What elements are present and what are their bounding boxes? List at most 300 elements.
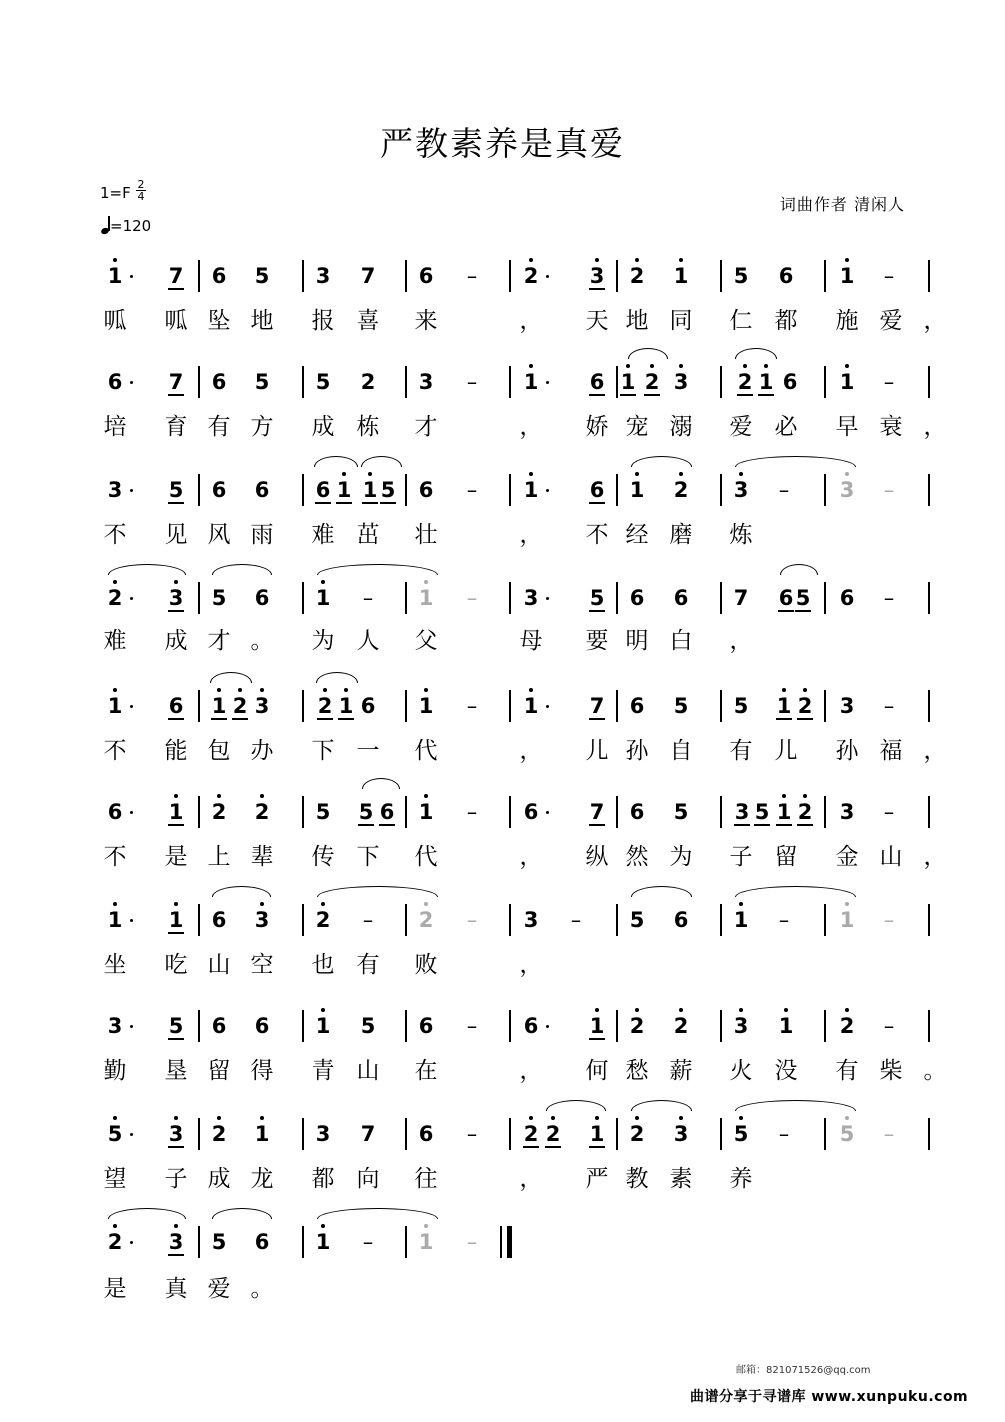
- lyric-char: 明: [625, 628, 649, 654]
- note: 6: [629, 694, 645, 718]
- tie-slur: [546, 1100, 606, 1111]
- note: 5: [315, 370, 331, 394]
- lyric-char: 教: [625, 1166, 649, 1192]
- lyric-char: 养: [729, 1166, 753, 1192]
- barline: [405, 366, 407, 398]
- note: 5: [103, 1122, 127, 1146]
- note: 1: [669, 264, 693, 288]
- barline: [720, 582, 722, 614]
- sustain-dash: –: [466, 800, 478, 824]
- tie-slur: [780, 564, 818, 575]
- lyric-char: 自: [669, 738, 693, 764]
- note: 5: [729, 1122, 753, 1146]
- lyric-char: 雨: [250, 522, 274, 548]
- lyric-char: 磨: [669, 522, 693, 548]
- barline: [928, 796, 930, 828]
- sustain-dash: –: [883, 908, 895, 932]
- barline: [616, 904, 618, 936]
- note: 6: [211, 908, 227, 932]
- lyric-char: 。: [250, 628, 274, 654]
- tie-slur: [735, 1100, 856, 1111]
- note: 6: [254, 1014, 270, 1038]
- lyrics-line: [0, 1160, 1005, 1190]
- note: 2: [541, 1122, 565, 1146]
- lyric-char: 纵: [585, 844, 609, 870]
- note: 1: [754, 370, 778, 394]
- tie-slur: [317, 564, 438, 575]
- note: 7: [733, 586, 749, 610]
- sustain-dash: –: [362, 586, 374, 610]
- lyric-char: 儿: [585, 738, 609, 764]
- note: 1: [207, 694, 231, 718]
- barline: [405, 904, 407, 936]
- octave-dot: [260, 1116, 264, 1120]
- barline: [720, 1010, 722, 1042]
- barline: [509, 260, 511, 292]
- octave-dot: [635, 1008, 639, 1012]
- octave-dot: [635, 472, 639, 476]
- note: 3: [164, 586, 188, 610]
- sustain-dash: –: [570, 908, 582, 932]
- lyric-char: 向: [356, 1166, 380, 1192]
- eighth-underline: [797, 718, 813, 720]
- note: 7: [168, 264, 184, 288]
- note: 2: [103, 586, 127, 610]
- lyric-char: 包: [207, 738, 231, 764]
- lyric-char: 母: [519, 628, 543, 654]
- octave-dot: [595, 1116, 599, 1120]
- barline: [509, 474, 511, 506]
- lyric-char: 都: [311, 1166, 335, 1192]
- note: 3: [669, 370, 693, 394]
- barline: [302, 796, 304, 828]
- sustain-dash: –: [466, 478, 478, 502]
- note: 3: [669, 1122, 693, 1146]
- quarter-note-icon: [101, 216, 110, 234]
- octave-dot: [679, 258, 683, 262]
- note: 3: [315, 1122, 331, 1146]
- lyric-char: 青: [311, 1058, 335, 1084]
- lyrics-line: [0, 516, 1005, 546]
- note: 1: [358, 478, 382, 502]
- tie-slur: [735, 456, 856, 467]
- augmentation-dot: [546, 597, 549, 600]
- note: 5: [733, 264, 749, 288]
- octave-dot: [321, 1008, 325, 1012]
- barline: [616, 796, 618, 828]
- octave-dot: [845, 364, 849, 368]
- lyric-char: 往: [414, 1166, 438, 1192]
- octave-dot: [764, 364, 768, 368]
- octave-dot: [650, 364, 654, 368]
- note: 5: [211, 1230, 227, 1254]
- augmentation-dot: [130, 489, 133, 492]
- note: 1: [164, 908, 188, 932]
- lyric-char: 风: [207, 522, 231, 548]
- octave-dot: [321, 580, 325, 584]
- barline: [405, 260, 407, 292]
- lyric-char: 有: [729, 738, 753, 764]
- octave-dot: [782, 688, 786, 692]
- tie-slur: [362, 778, 400, 789]
- barline: [616, 1010, 618, 1042]
- barline: [509, 582, 511, 614]
- note: 1: [311, 1014, 335, 1038]
- octave-dot: [174, 1224, 178, 1228]
- note: 7: [589, 800, 605, 824]
- barline: [509, 1010, 511, 1042]
- note: 3: [835, 478, 859, 502]
- lyric-char: 留: [774, 844, 798, 870]
- lyric-char: 炼: [729, 522, 753, 548]
- footer-site: 曲谱分享于寻谱库 www.xunpuku.com: [690, 1389, 969, 1405]
- lyric-char: 。: [923, 1058, 947, 1084]
- tie-slur: [631, 1100, 692, 1111]
- octave-dot: [739, 472, 743, 476]
- lyric-char: 传: [311, 844, 335, 870]
- lyric-char: 呱: [103, 308, 127, 334]
- lyric-char: ，: [923, 844, 947, 870]
- note: 6: [418, 264, 434, 288]
- note: 7: [360, 1122, 376, 1146]
- octave-dot: [321, 1224, 325, 1228]
- barline: [824, 474, 826, 506]
- note: 2: [669, 1014, 693, 1038]
- octave-dot: [260, 688, 264, 692]
- note: 2: [733, 370, 757, 394]
- augmentation-dot: [130, 275, 133, 278]
- barline: [720, 1118, 722, 1150]
- octave-dot: [323, 688, 327, 692]
- lyric-char: 才: [207, 628, 231, 654]
- sustain-dash: –: [883, 800, 895, 824]
- note: 1: [519, 478, 543, 502]
- note: 3: [585, 264, 609, 288]
- note: 5: [360, 1014, 376, 1038]
- octave-dot: [529, 688, 533, 692]
- octave-dot: [679, 1116, 683, 1120]
- note: 5: [754, 800, 770, 824]
- lyric-char: 成: [311, 414, 335, 440]
- eighth-underline: [758, 394, 774, 396]
- lyric-char: 一: [356, 738, 380, 764]
- barline: [302, 1226, 304, 1258]
- barline: [198, 1226, 200, 1258]
- eighth-underline: [778, 610, 794, 612]
- barline: [509, 690, 511, 722]
- eighth-underline: [589, 610, 605, 612]
- note: 2: [360, 370, 376, 394]
- lyric-char: 然: [625, 844, 649, 870]
- note: 5: [254, 370, 270, 394]
- barline: [198, 796, 200, 828]
- lyric-char: 地: [250, 308, 274, 334]
- note: 2: [625, 1014, 649, 1038]
- lyric-char: 经: [625, 522, 649, 548]
- lyric-char: 难: [311, 522, 335, 548]
- barline: [824, 1118, 826, 1150]
- barline: [198, 582, 200, 614]
- tie-slur: [317, 1208, 438, 1219]
- tie-slur: [210, 672, 252, 683]
- lyric-char: ，: [519, 738, 543, 764]
- lyrics-line: [0, 946, 1005, 976]
- note: 2: [669, 478, 693, 502]
- lyric-char: 在: [414, 1058, 438, 1084]
- octave-dot: [260, 794, 264, 798]
- note: 6: [379, 800, 395, 824]
- note: 5: [733, 694, 749, 718]
- note: 3: [164, 1230, 188, 1254]
- eighth-underline: [754, 824, 770, 826]
- note: 1: [103, 264, 127, 288]
- octave-dot: [174, 794, 178, 798]
- note: 1: [250, 1122, 274, 1146]
- octave-dot: [113, 580, 117, 584]
- lyric-char: ，: [519, 308, 543, 334]
- sustain-dash: –: [466, 1230, 478, 1254]
- note: 1: [772, 800, 796, 824]
- eighth-underline: [336, 502, 352, 504]
- eighth-underline: [168, 1038, 184, 1040]
- eighth-underline: [795, 610, 811, 612]
- lyric-char: 同: [669, 308, 693, 334]
- barline: [616, 260, 618, 292]
- lyric-char: 必: [774, 414, 798, 440]
- lyric-char: 金: [835, 844, 859, 870]
- octave-dot: [529, 258, 533, 262]
- tie-slur: [212, 886, 271, 897]
- note: 2: [311, 908, 335, 932]
- lyric-char: 是: [103, 1276, 127, 1302]
- sustain-dash: –: [466, 1122, 478, 1146]
- note: 3: [418, 370, 434, 394]
- note: 5: [795, 586, 811, 610]
- barline: [616, 474, 618, 506]
- barline: [824, 796, 826, 828]
- note: 3: [729, 478, 753, 502]
- note: 3: [250, 908, 274, 932]
- octave-dot: [321, 902, 325, 906]
- note: 3: [315, 264, 331, 288]
- tie-slur: [631, 456, 692, 467]
- barline: [302, 690, 304, 722]
- note: 6: [778, 586, 794, 610]
- eighth-underline: [168, 288, 184, 290]
- augmentation-dot: [130, 811, 133, 814]
- sustain-dash: –: [466, 264, 478, 288]
- octave-dot: [739, 902, 743, 906]
- lyric-char: 孙: [625, 738, 649, 764]
- octave-dot: [368, 472, 372, 476]
- augmentation-dot: [546, 811, 549, 814]
- eighth-underline: [168, 1146, 184, 1148]
- lyric-char: 留: [207, 1058, 231, 1084]
- lyric-char: 何: [585, 1058, 609, 1084]
- note: 2: [250, 800, 274, 824]
- tie-slur: [361, 456, 402, 467]
- barline: [405, 474, 407, 506]
- note: 2: [207, 1122, 231, 1146]
- tie-slur: [108, 1208, 186, 1219]
- lyric-char: ，: [923, 414, 947, 440]
- eighth-underline: [776, 718, 792, 720]
- note: 6: [211, 478, 227, 502]
- note: 5: [835, 1122, 859, 1146]
- eighth-underline: [168, 394, 184, 396]
- lyric-char: 施: [835, 308, 859, 334]
- key-signature: 1=F: [100, 184, 131, 202]
- octave-dot: [845, 902, 849, 906]
- sustain-dash: –: [883, 694, 895, 718]
- eighth-underline: [362, 502, 378, 504]
- tie-slur: [212, 1208, 272, 1219]
- sustain-dash: –: [466, 370, 478, 394]
- note: 1: [414, 1230, 438, 1254]
- octave-dot: [679, 364, 683, 368]
- octave-dot: [113, 688, 117, 692]
- octave-dot: [238, 688, 242, 692]
- lyric-char: 为: [311, 628, 335, 654]
- sustain-dash: –: [466, 1014, 478, 1038]
- octave-dot: [635, 258, 639, 262]
- eighth-underline: [589, 824, 605, 826]
- barline: [198, 1010, 200, 1042]
- octave-dot: [424, 580, 428, 584]
- eighth-underline: [211, 718, 227, 720]
- augmentation-dot: [130, 1025, 133, 1028]
- note: 3: [103, 478, 127, 502]
- lyric-char: 难: [103, 628, 127, 654]
- note: 6: [211, 370, 227, 394]
- octave-dot: [424, 1224, 428, 1228]
- note: 3: [250, 694, 274, 718]
- barline: [616, 690, 618, 722]
- octave-dot: [845, 1008, 849, 1012]
- lyric-char: 培: [103, 414, 127, 440]
- octave-dot: [803, 794, 807, 798]
- lyrics-line: [0, 732, 1005, 762]
- note: 6: [629, 586, 645, 610]
- sustain-dash: –: [778, 1122, 790, 1146]
- barline: [824, 582, 826, 614]
- note: 3: [519, 586, 543, 610]
- lyric-char: 山: [879, 844, 903, 870]
- augmentation-dot: [130, 1241, 133, 1244]
- octave-dot: [845, 258, 849, 262]
- octave-dot: [845, 472, 849, 476]
- barline: [720, 366, 722, 398]
- note: 5: [629, 908, 645, 932]
- lyric-char: 壮: [414, 522, 438, 548]
- eighth-underline: [589, 1038, 605, 1040]
- eighth-underline: [168, 610, 184, 612]
- barline: [824, 690, 826, 722]
- barline: [616, 1118, 618, 1150]
- barline: [720, 260, 722, 292]
- tie-slur: [212, 564, 272, 575]
- lyric-char: 败: [414, 952, 438, 978]
- lyric-char: 方: [250, 414, 274, 440]
- octave-dot: [635, 1116, 639, 1120]
- octave-dot: [217, 688, 221, 692]
- sustain-dash: –: [883, 1014, 895, 1038]
- barline: [302, 260, 304, 292]
- eighth-underline: [737, 394, 753, 396]
- barline: [928, 690, 930, 722]
- lyric-char: 山: [356, 1058, 380, 1084]
- lyric-char: 溺: [669, 414, 693, 440]
- octave-dot: [551, 1116, 555, 1120]
- lyric-char: 下: [311, 738, 335, 764]
- note: 5: [168, 1014, 184, 1038]
- augmentation-dot: [130, 597, 133, 600]
- octave-dot: [260, 902, 264, 906]
- lyric-char: ，: [519, 522, 543, 548]
- eighth-underline: [315, 502, 331, 504]
- note: 5: [358, 800, 374, 824]
- lyric-char: 育: [164, 414, 188, 440]
- eighth-underline: [644, 394, 660, 396]
- note: 6: [673, 586, 689, 610]
- lyric-char: 儿: [774, 738, 798, 764]
- octave-dot: [784, 1008, 788, 1012]
- notes-line: [0, 470, 1005, 510]
- barline: [720, 474, 722, 506]
- barline: [928, 366, 930, 398]
- lyric-char: 栋: [356, 414, 380, 440]
- note: 1: [772, 694, 796, 718]
- note: 6: [418, 1014, 434, 1038]
- lyrics-line: [0, 838, 1005, 868]
- tie-slur: [735, 348, 777, 359]
- lyric-char: ，: [519, 1058, 543, 1084]
- octave-dot: [174, 902, 178, 906]
- lyric-char: 能: [164, 738, 188, 764]
- barline: [405, 1226, 407, 1258]
- lyric-char: 衰: [879, 414, 903, 440]
- note: 6: [315, 478, 331, 502]
- lyric-char: 上: [207, 844, 231, 870]
- barline: [302, 582, 304, 614]
- lyric-char: 愁: [625, 1058, 649, 1084]
- lyric-char: 不: [103, 844, 127, 870]
- lyric-char: 呱: [164, 308, 188, 334]
- note: 6: [254, 478, 270, 502]
- note: 3: [523, 908, 539, 932]
- lyric-char: 火: [729, 1058, 753, 1084]
- note: 5: [315, 800, 331, 824]
- note: 5: [673, 800, 689, 824]
- notes-line: [0, 1006, 1005, 1046]
- lyric-char: 爱: [207, 1276, 231, 1302]
- barline: [405, 690, 407, 722]
- lyric-char: 严: [585, 1166, 609, 1192]
- octave-dot: [424, 688, 428, 692]
- notes-line: [0, 578, 1005, 618]
- lyric-char: 龙: [250, 1166, 274, 1192]
- lyric-char: ，: [923, 738, 947, 764]
- octave-dot: [217, 1116, 221, 1120]
- barline: [198, 260, 200, 292]
- lyric-char: 喜: [356, 308, 380, 334]
- final-barline: [507, 1226, 512, 1258]
- eighth-underline: [589, 394, 605, 396]
- sustain-dash: –: [778, 478, 790, 502]
- notes-line: [0, 256, 1005, 296]
- octave-dot: [113, 258, 117, 262]
- lyric-char: 茁: [356, 522, 380, 548]
